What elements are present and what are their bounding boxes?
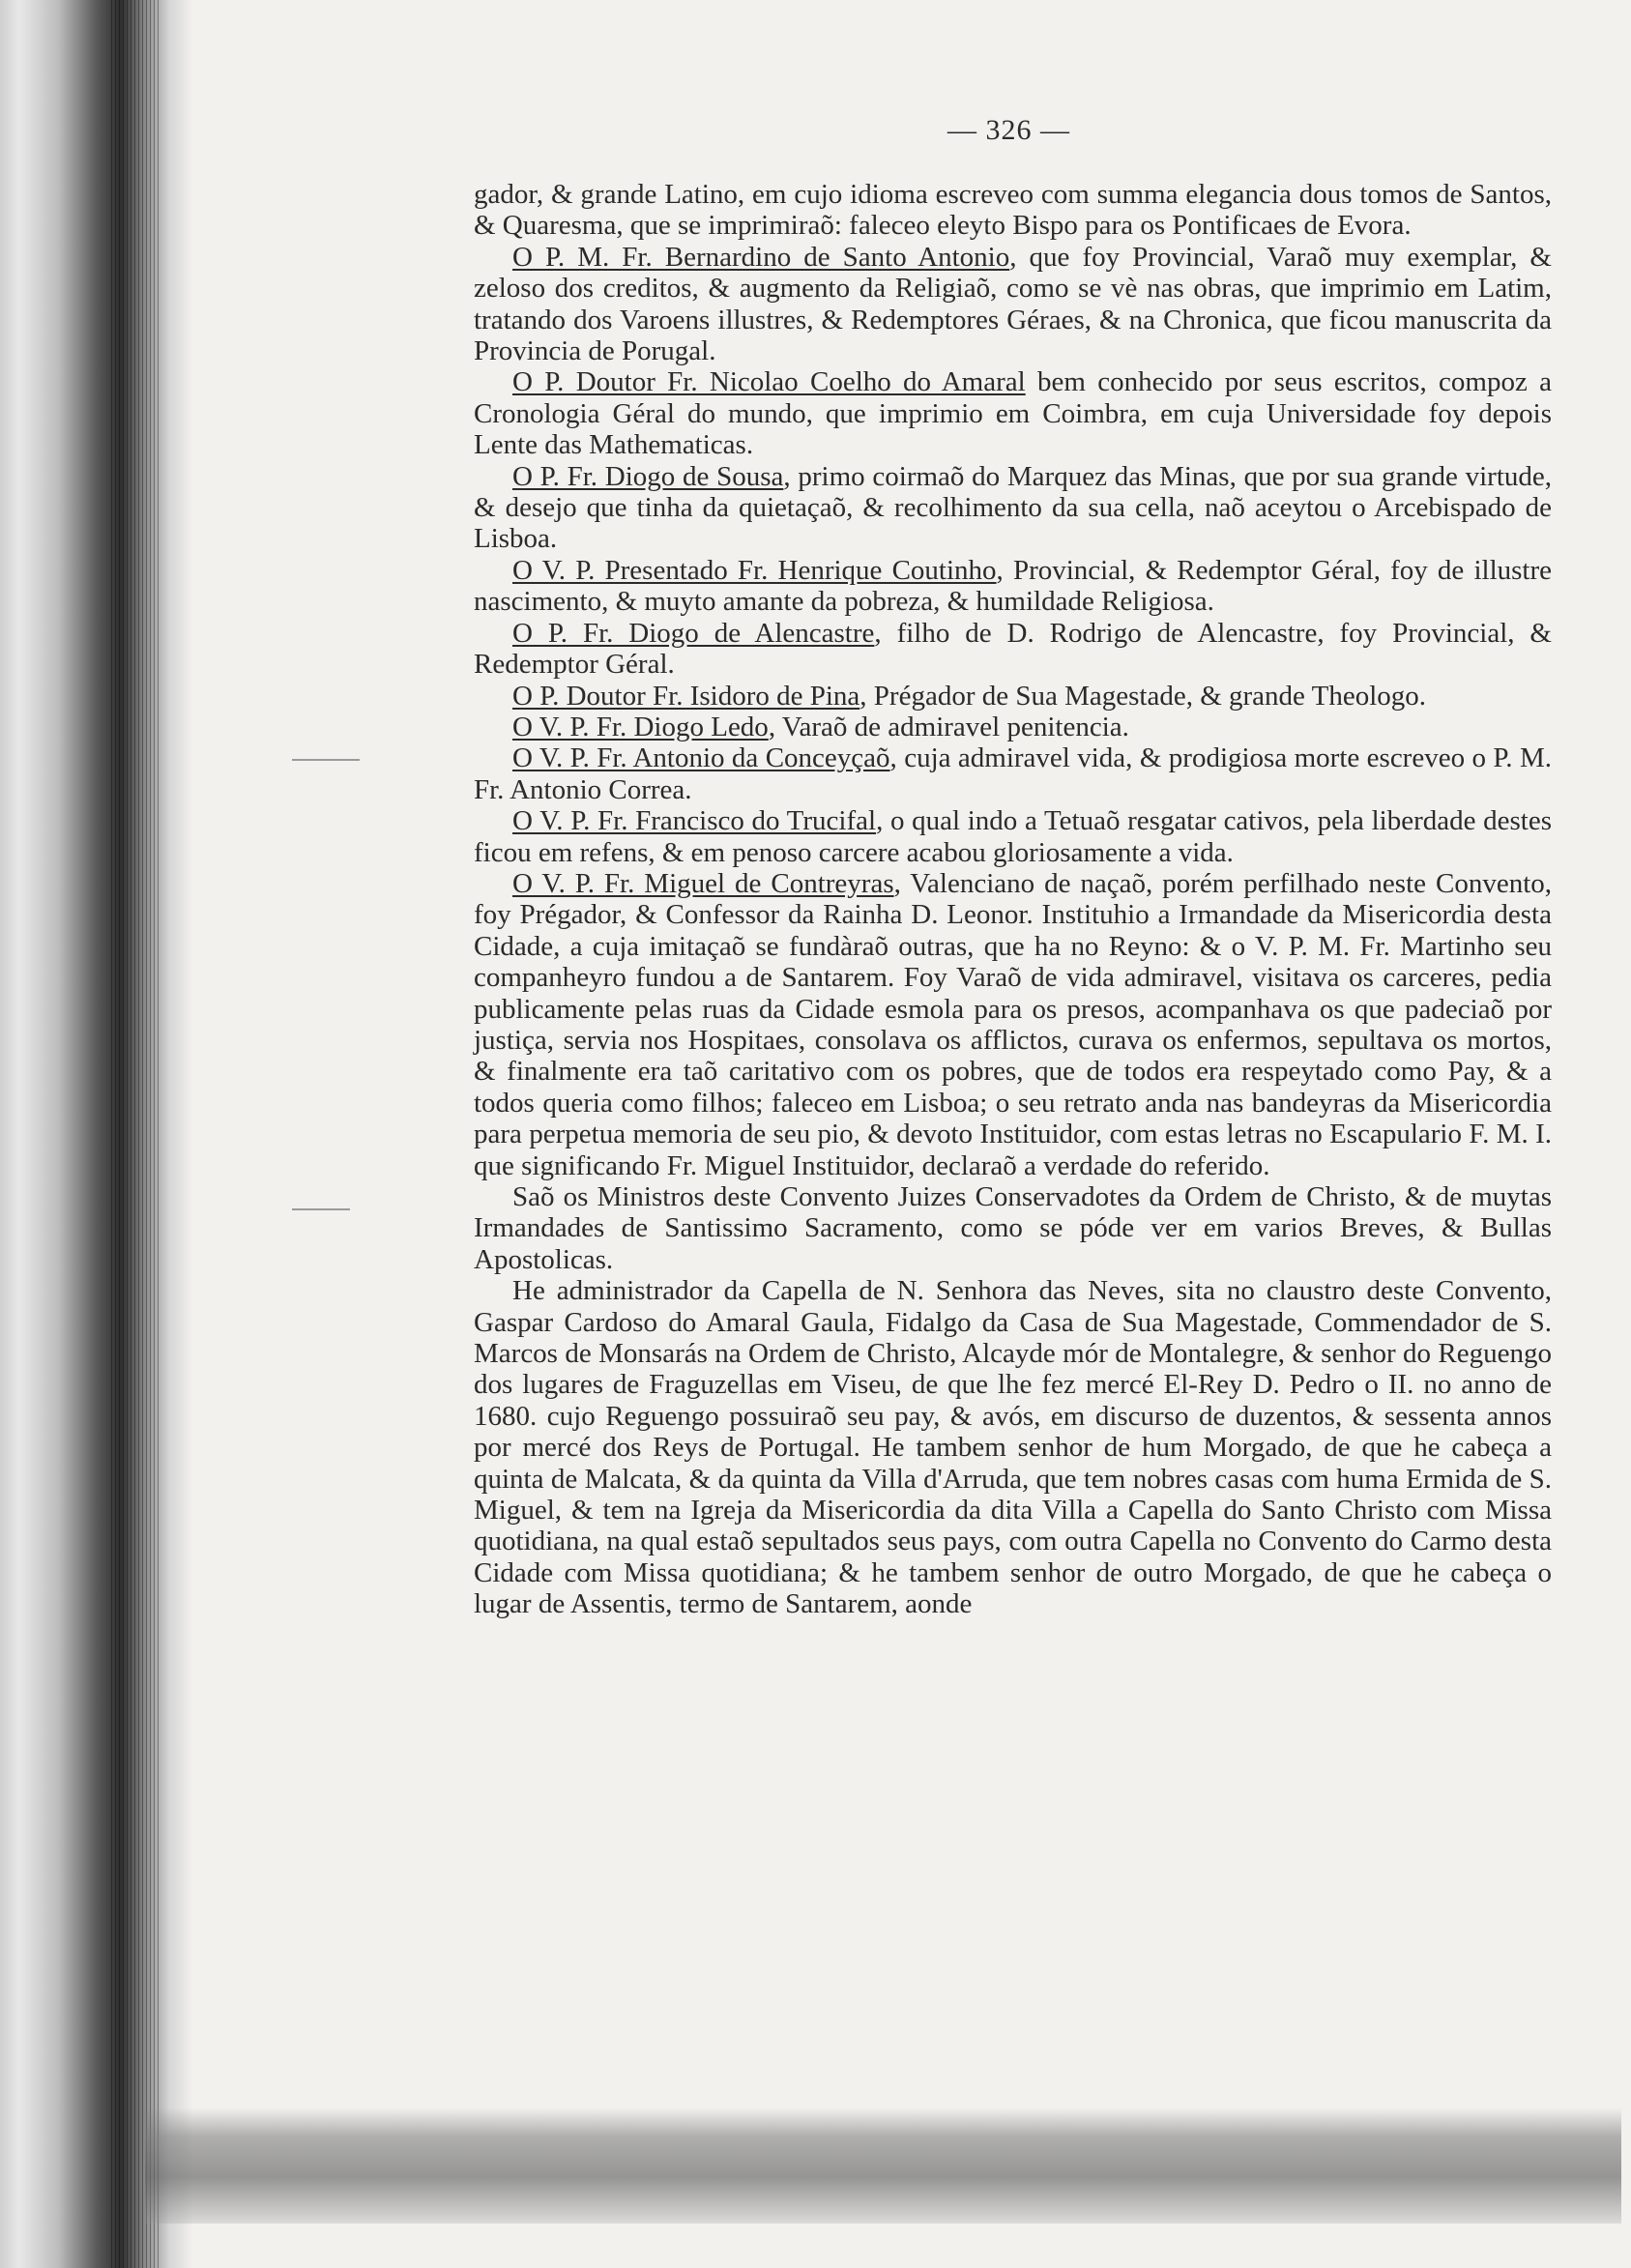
paragraph-text: gador, & grande Latino, em cujo idioma escreveo com summa elegancia dous tomos de Santos, & Quaresma, que se imprimiraõ: faleceo eleyto Bispo para os Pontificaes de Evora. (474, 179, 1552, 242)
paragraph (474, 868, 1552, 1181)
paragraph-text: Saõ os Ministros deste Convento Juizes Conservadotes da Ordem de Christo, & de muytas Irmandades de Santissimo Sacramento, como se póde ver em varios Breves, & Bullas Apostolicas. (474, 1181, 1552, 1275)
margin-mark (292, 759, 360, 761)
paragraph (474, 179, 1552, 242)
paragraph-text: , o qual indo a Tetuaõ resgatar cativos, pela liberdade destes ficou em refens, & em penoso carcere acabou gloriosamente a vida. (474, 805, 1553, 868)
paragraph-text: , cuja admiravel vida, & prodigiosa morte escreveo o P. M. Fr. Antonio Correa. (474, 742, 1552, 805)
scan-noise-band (145, 2108, 1621, 2224)
paragraph (474, 242, 1552, 367)
page-edges (111, 0, 160, 2268)
underlined-name: O P. M. Fr. Bernardino de Santo Antonio (512, 241, 1010, 273)
paragraph-text: , Provincial, & Redemptor Géral, foy de illustre nascimento, & muyto amante da pobreza, & humildade Religiosa. (474, 554, 1553, 618)
underlined-name: O V. P. Fr. Diogo Ledo (512, 711, 769, 742)
underlined-name: O P. Fr. Diogo de Alencastre (512, 617, 875, 649)
paragraph (474, 805, 1552, 868)
paragraph-text: bem conhecido por seus escritos, compoz a Cronologia Géral do mundo, que imprimio em Coimbra, em cuja Universidade foy depois Lente das Mathematicas. (474, 366, 1552, 461)
underlined-name: O V. P. Fr. Miguel de Contreyras (512, 867, 894, 899)
underlined-name: O V. P. Presentado Fr. Henrique Coutinho (512, 554, 997, 586)
paragraph-text: , primo coirmaõ do Marquez das Minas, que por sua grande virtude, & desejo que tinha da quietaçaõ, & recolhimento da sua cella, naõ aceytou o Arcebispado de Lisboa. (474, 460, 1553, 555)
binding-shadow (0, 0, 193, 2268)
underlined-name: O V. P. Fr. Francisco do Trucifal (512, 805, 877, 837)
paragraph (474, 1181, 1552, 1275)
underlined-name: O P. Doutor Fr. Nicolao Coelho do Amaral (512, 366, 1026, 398)
underlined-name: O P. Doutor Fr. Isidoro de Pina (512, 680, 860, 712)
page-number: — 326 — (947, 114, 1070, 146)
margin-mark (292, 1208, 350, 1210)
paragraph-text: , filho de D. Rodrigo de Alencastre, foy Provincial, & Redemptor Géral. (474, 617, 1552, 681)
paragraph (474, 366, 1552, 460)
paragraph-text: , Prégador de Sua Magestade, & grande Theologo. (859, 680, 1427, 712)
paragraph (474, 555, 1552, 618)
paragraph (474, 681, 1552, 712)
paragraph (474, 618, 1552, 681)
paragraph (474, 742, 1552, 805)
paragraph (474, 1275, 1552, 1619)
paragraph-text: He administrador da Capella de N. Senhora das Neves, sita no claustro deste Convento, Gaspar Cardoso do Amaral Gaula, Fidalgo da Casa de Sua Magestade, Commendador de S. Marcos de Monsarás na Ordem de Christo, Alcayde mór de Montalegre, & senhor do Reguengo dos lugares de Fraguzellas em Viseu, de que lhe fez mercé El-Rey D. Pedro o II. no anno de 1680. cujo Reguengo possuiraõ seu pay, & avós, em discurso de duzentos, & sessenta annos por mercé dos Reys de Portugal. He tambem senhor de hum Morgado, de que he cabeça a quinta de Malcata, & da quinta da Villa d'Arruda, que tem nobres casas com huma Ermida de S. Miguel, & tem na Igreja da Misericordia da dita Villa a Capella do Santo Christo com Missa quotidiana, na qual estaõ sepultados seus pays, com outra Capella no Convento do Carmo desta Cidade com Missa quotidiana; & he tambem senhor de outro Morgado, de que he cabeça o lugar de Assentis, termo de Santarem, aonde (474, 1275, 1552, 1620)
body-text (474, 179, 1552, 1620)
paragraph-text: , Varaõ de admiravel penitencia. (768, 711, 1129, 742)
paragraph-text: , que foy Provincial, Varaõ muy exemplar, & zeloso dos creditos, & augmento da Religiaõ, como se vè nas obras, que imprimio em Latim, tratando dos Varoens illustres, & Redemptores Géraes, & na Chronica, que ficou manuscrita da Provincia de Porugal. (474, 241, 1552, 367)
paragraph (474, 712, 1552, 742)
paragraph-text: , Valenciano de naçaõ, porém perfilhado neste Convento, foy Prégador, & Confessor da Rainha D. Leonor. Instituhio a Irmandade da Misericordia desta Cidade, a cuja imitaçaõ se fundàraõ outras, que ha no Reyno: & o V. P. M. Fr. Martinho seu companheyro fundou a de Santarem. Foy Varaõ de vida admiravel, visitava os carceres, pedia publicamente pelas ruas da Cidade esmola para os presos, acompanhava os que padeciaõ por justiça, servia nos Hospitaes, consolava os afflictos, curava os enfermos, sepultava os mortos, & finalmente era taõ caritativo com os pobres, que de todos era respeytado como Pay, & a todos queria como filhos; faleceo em Lisboa; o seu retrato anda nas bandeyras da Misericordia para perpetua memoria de seu pio, & devoto Instituidor, com estas letras no Escapulario F. M. I. que significando Fr. Miguel Instituidor, declaraõ a verdade do referido. (474, 867, 1552, 1181)
paragraph (474, 461, 1552, 555)
underlined-name: O V. P. Fr. Antonio da Conceyçaõ (512, 742, 890, 774)
underlined-name: O P. Fr. Diogo de Sousa (512, 460, 784, 492)
